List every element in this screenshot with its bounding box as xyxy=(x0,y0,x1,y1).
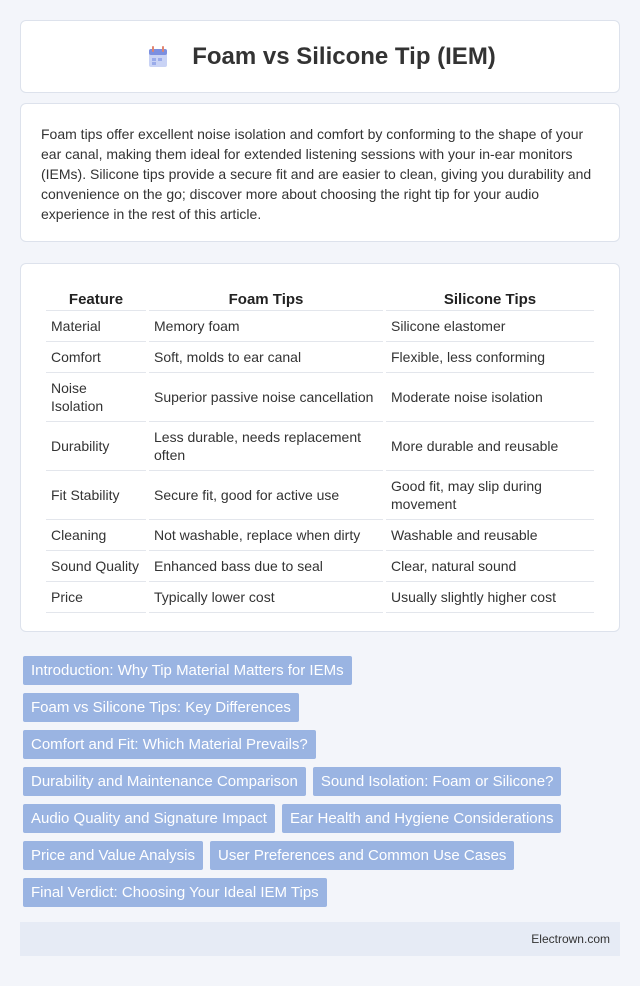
table-row xyxy=(46,422,594,471)
table-cell: More durable and reusable xyxy=(386,422,594,471)
footer xyxy=(20,922,620,956)
table-cell: Typically lower cost xyxy=(149,582,383,613)
table-cell: Fit Stability xyxy=(46,471,146,520)
comparison-table xyxy=(43,284,597,613)
table-cell: Silicone elastomer xyxy=(386,311,594,342)
table-row xyxy=(46,311,594,342)
tag-link[interactable]: Comfort and Fit: Which Material Prevails? xyxy=(23,730,316,759)
table-cell: Washable and reusable xyxy=(386,520,594,551)
tag-link[interactable]: Ear Health and Hygiene Considerations xyxy=(282,804,562,833)
page-title: Foam vs Silicone Tip (IEM) xyxy=(192,42,496,70)
table-cell: Cleaning xyxy=(46,520,146,551)
table-cell: Noise Isolation xyxy=(46,373,146,422)
table-cell: Memory foam xyxy=(149,311,383,342)
table-cell: Usually slightly higher cost xyxy=(386,582,594,613)
table-row xyxy=(46,373,594,422)
table-row xyxy=(46,471,594,520)
table-header-feature: Feature xyxy=(46,284,146,311)
table-cell: Sound Quality xyxy=(46,551,146,582)
table-cell: Good fit, may slip during movement xyxy=(386,471,594,520)
intro-card xyxy=(20,103,620,242)
tag-link[interactable]: Audio Quality and Signature Impact xyxy=(23,804,275,833)
tag-link[interactable]: User Preferences and Common Use Cases xyxy=(210,841,514,870)
title-card xyxy=(20,20,620,93)
table-cell: Clear, natural sound xyxy=(386,551,594,582)
table-row xyxy=(46,520,594,551)
table-cell: Price xyxy=(46,582,146,613)
table-cell: Material xyxy=(46,311,146,342)
table-cell: Less durable, needs replacement often xyxy=(149,422,383,471)
table-cell: Soft, molds to ear canal xyxy=(149,342,383,373)
table-cell: Durability xyxy=(46,422,146,471)
table-header-foam: Foam Tips xyxy=(149,284,383,311)
footer-site-name: Electrown.com xyxy=(531,932,610,946)
table-row xyxy=(46,342,594,373)
tag-link[interactable]: Introduction: Why Tip Material Matters for IEMs xyxy=(23,656,352,685)
tag-link[interactable]: Price and Value Analysis xyxy=(23,841,203,870)
topic-tags xyxy=(23,656,623,915)
tag-link[interactable]: Foam vs Silicone Tips: Key Differences xyxy=(23,693,299,722)
table-cell: Superior passive noise cancellation xyxy=(149,373,383,422)
tag-link[interactable]: Final Verdict: Choosing Your Ideal IEM Tips xyxy=(23,878,327,907)
table-cell: Secure fit, good for active use xyxy=(149,471,383,520)
table-header-silicone: Silicone Tips xyxy=(386,284,594,311)
calendar-icon xyxy=(144,43,172,71)
table-row xyxy=(46,551,594,582)
table-cell: Flexible, less conforming xyxy=(386,342,594,373)
comparison-table-card xyxy=(20,263,620,632)
tag-link[interactable]: Sound Isolation: Foam or Silicone? xyxy=(313,767,562,796)
table-cell: Moderate noise isolation xyxy=(386,373,594,422)
intro-paragraph: Foam tips offer excellent noise isolation and comfort by conforming to the shape of your ear canal, making them ideal for extended listening sessions with your in-ear monitors (IEMs). Silicone tips provide a secure fit and are easier to clean, giving you durability and convenience on the go; discover more about choosing the right tip for your audio experience in the rest of this article. xyxy=(41,126,592,222)
table-cell: Comfort xyxy=(46,342,146,373)
tag-link[interactable]: Durability and Maintenance Comparison xyxy=(23,767,306,796)
table-cell: Not washable, replace when dirty xyxy=(149,520,383,551)
table-row xyxy=(46,582,594,613)
table-cell: Enhanced bass due to seal xyxy=(149,551,383,582)
